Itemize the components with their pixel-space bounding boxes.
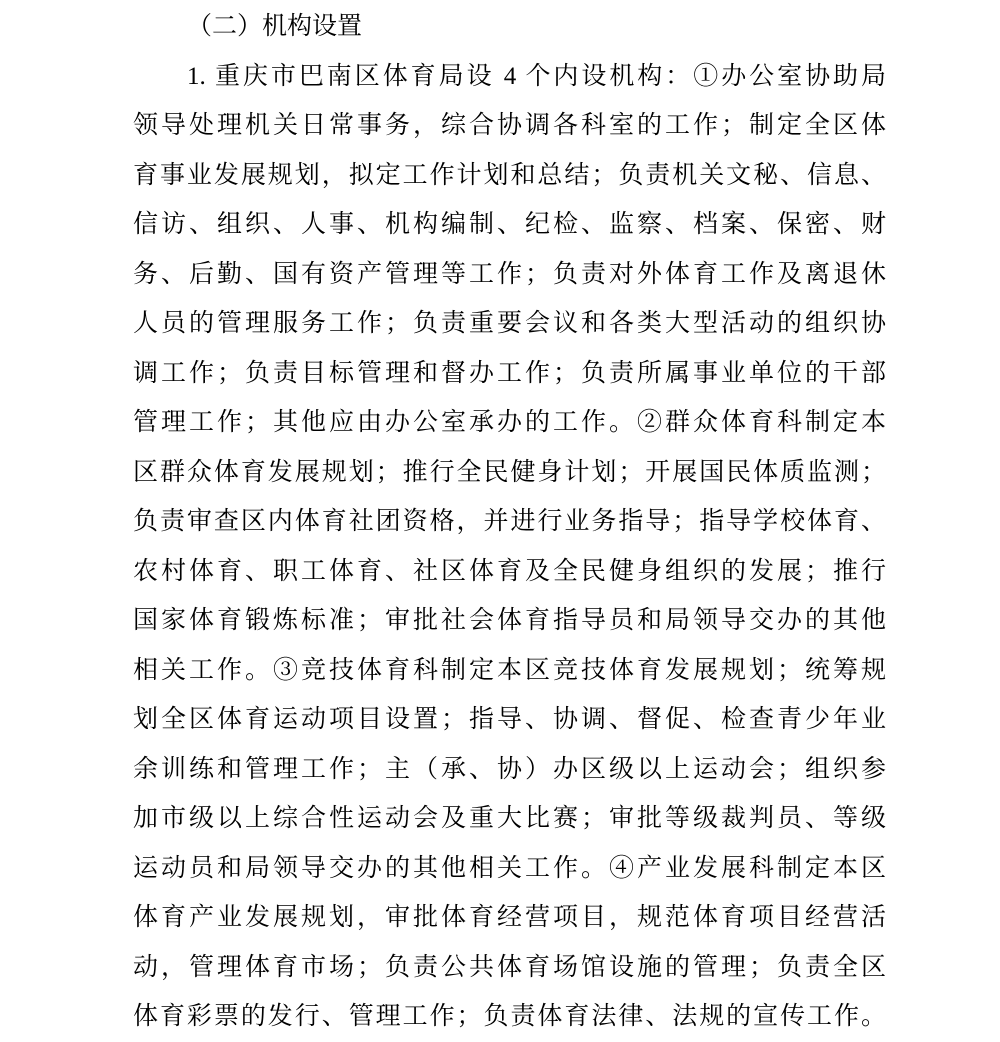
- paragraph-line: 人员的管理服务工作；负责重要会议和各类大型活动的组织协: [133, 310, 886, 337]
- paragraph-line: 加市级以上综合性运动会及重大比赛；审批等级裁判员、等级: [133, 805, 886, 832]
- paragraph-line: 国家体育锻炼标准；审批社会体育指导员和局领导交办的其他: [133, 607, 886, 634]
- paragraph-line: 运动员和局领导交办的其他相关工作。④产业发展科制定本区: [133, 854, 886, 882]
- section-heading: （二）机构设置: [187, 13, 363, 40]
- paragraph-line: 余训练和管理工作；主（承、协）办区级以上运动会；组织参: [133, 755, 886, 783]
- paragraph-line: 区群众体育发展规划；推行全民健身计划；开展国民体质监测；: [133, 458, 886, 486]
- paragraph-line: 管理工作；其他应由办公室承办的工作。②群众体育科制定本: [133, 409, 886, 436]
- paragraph-line: 信访、组织、人事、机构编制、纪检、监察、档案、保密、财: [133, 211, 886, 238]
- paragraph-line: 划全区体育运动项目设置；指导、协调、督促、检查青少年业: [133, 706, 886, 733]
- paragraph-line: 体育彩票的发行、管理工作；负责体育法律、法规的宣传工作。: [133, 1003, 886, 1030]
- paragraph-line: 调工作；负责目标管理和督办工作；负责所属事业单位的干部: [133, 359, 886, 387]
- paragraph-line: 领导处理机关日常事务，综合协调各科室的工作；制定全区体: [133, 112, 886, 139]
- paragraph-line: 动，管理体育市场；负责公共体育场馆设施的管理；负责全区: [133, 953, 886, 981]
- paragraph-line: 负责审查区内体育社团资格，并进行业务指导；指导学校体育、: [133, 508, 886, 535]
- paragraph-line: 育事业发展规划，拟定工作计划和总结；负责机关文秘、信息、: [133, 161, 886, 189]
- paragraph-line: 体育产业发展规划，审批体育经营项目，规范体育项目经营活: [133, 904, 886, 931]
- paragraph-line: 务、后勤、国有资产管理等工作；负责对外体育工作及离退休: [133, 260, 886, 288]
- paragraph-line: 1. 重庆市巴南区体育局设 4 个内设机构：①办公室协助局: [187, 62, 886, 90]
- paragraph-line: 农村体育、职工体育、社区体育及全民健身组织的发展；推行: [133, 557, 886, 585]
- paragraph-line: 相关工作。③竞技体育科制定本区竞技体育发展规划；统筹规: [133, 656, 886, 684]
